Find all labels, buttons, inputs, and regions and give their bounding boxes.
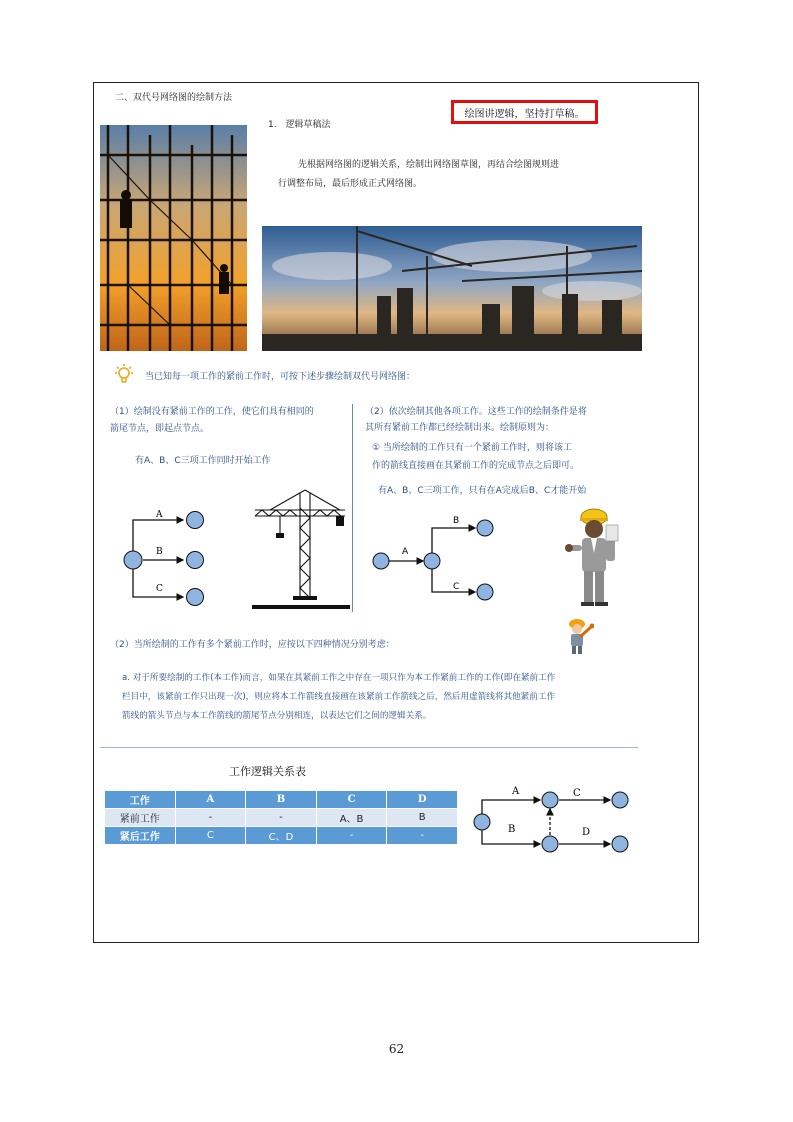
node-1 [373,553,389,569]
label-c: C [453,582,460,592]
arrow-a [482,800,540,815]
left-col-example: 有A、B、C三项工作同时开始工作 [135,456,271,466]
label-c: C [573,788,581,799]
right-col-line2: 其所有紧前工作都已经绘制出来。绘制原则为： [365,423,555,433]
node-a-end [542,792,558,808]
engineer-cartoon [560,505,620,610]
subsection-desc-line1: 先根据网络图的逻辑关系，绘制出网络图草图，再结合绘图规则进 [298,160,560,170]
wrench-worker-icon [562,617,594,655]
table-cell: - [175,809,246,827]
node-a-end [187,512,204,529]
table-cell: - [316,827,387,845]
final-network-diagram [470,780,635,855]
subsection-desc-line2: 行调整布局，最后形成正式网络图。 [278,179,423,189]
subsection-heading [268,117,330,130]
table-cell: 紧前工作 [105,809,176,827]
subsection-number: 1. [268,120,277,130]
scaffold-photo [100,125,247,351]
left-network-diagram [115,505,215,610]
table-title: 工作逻辑关系表 [229,765,306,778]
start-node [124,551,142,569]
node-c-end [612,792,628,808]
page-number: 62 [388,1042,405,1056]
table-cell: 紧后工作 [105,827,176,845]
table-cell: B [387,809,458,827]
section-divider [100,747,638,748]
table-cell: C [175,827,246,845]
table-row [105,827,458,845]
lightbulb-icon [113,363,135,385]
table-header-cell: A [175,791,246,809]
node-b-end [187,552,204,569]
para2-a-line1: a. 对于所要绘制的工作(本工作)而言，如果在其紧前工作之中存在一项只作为本工作紧前工作的工作(即在紧前工作 [122,673,556,683]
table-cell: - [387,827,458,845]
logic-relation-table [104,790,458,845]
label-a: A [512,786,520,797]
right-col-rule-line2: 作的箭线直接画在其紧前工作的完成节点之后即可。 [372,461,580,471]
arrow-b [432,528,475,556]
table-cell: A、B [316,809,387,827]
table-cell: - [246,809,317,827]
label-c: C [156,584,163,594]
table-row [105,809,458,827]
label-d: D [582,827,591,838]
node-2 [424,553,440,569]
subsection-title: 逻辑草稿法 [285,120,331,130]
para2-title: （2）当所绘制的工作有多个紧前工作时，应按以下四种情况分别考虑： [110,640,395,650]
table-cell: C、D [246,827,317,845]
tip-text: 当已知每一项工作的紧前工作时，可按下述步骤绘制双代号网络图： [145,372,416,382]
callout-box: 绘图讲逻辑，坚持打草稿。 [451,100,598,124]
node-b-end [542,836,558,852]
label-b: B [453,516,460,526]
label-a: A [402,547,409,557]
table-header-cell: C [316,791,387,809]
right-col-example: 有A、B、C三项工作，只有在A完成后B、C才能开始 [378,486,587,496]
right-col-rule-line1: ① 当所绘制的工作只有一个紧前工作时，则将该工 [372,443,572,453]
tower-crane-illustration [250,488,352,612]
node-b-end [477,520,493,536]
node-c-end [187,589,204,606]
crane-photo [262,226,642,351]
section-title: 二、双代号网络图的绘制方法 [115,93,233,103]
para2-a-line3: 箭线的箭头节点与本工作箭线的箭尾节点分别相连，以表达它们之间的逻辑关系。 [122,711,432,721]
table-header-cell: 工作 [105,791,176,809]
right-network-diagram [370,512,500,602]
table-header-row [105,791,458,809]
node-c-end [477,584,493,600]
para2-a-line2: 栏目中，该紧前工作只出现一次)，则应将本工作箭线直接画在该紧前工作箭线之后，然后用虚箭线将其他紧前工作 [122,692,556,702]
table-header-cell: D [387,791,458,809]
label-b: B [508,824,516,835]
left-col-line1: （1）绘制没有紧前工作的工作，使它们具有相同的 [110,407,314,417]
node-start [474,814,490,830]
left-col-line2: 箭尾节点，即起点节点。 [110,424,210,434]
table-header-cell: B [246,791,317,809]
right-col-line1: （2）依次绘制其他各项工作。这些工作的绘制条件是将 [365,407,587,417]
node-d-end [612,836,628,852]
label-a: A [156,510,163,520]
label-b: B [156,547,163,557]
column-divider [352,404,353,612]
